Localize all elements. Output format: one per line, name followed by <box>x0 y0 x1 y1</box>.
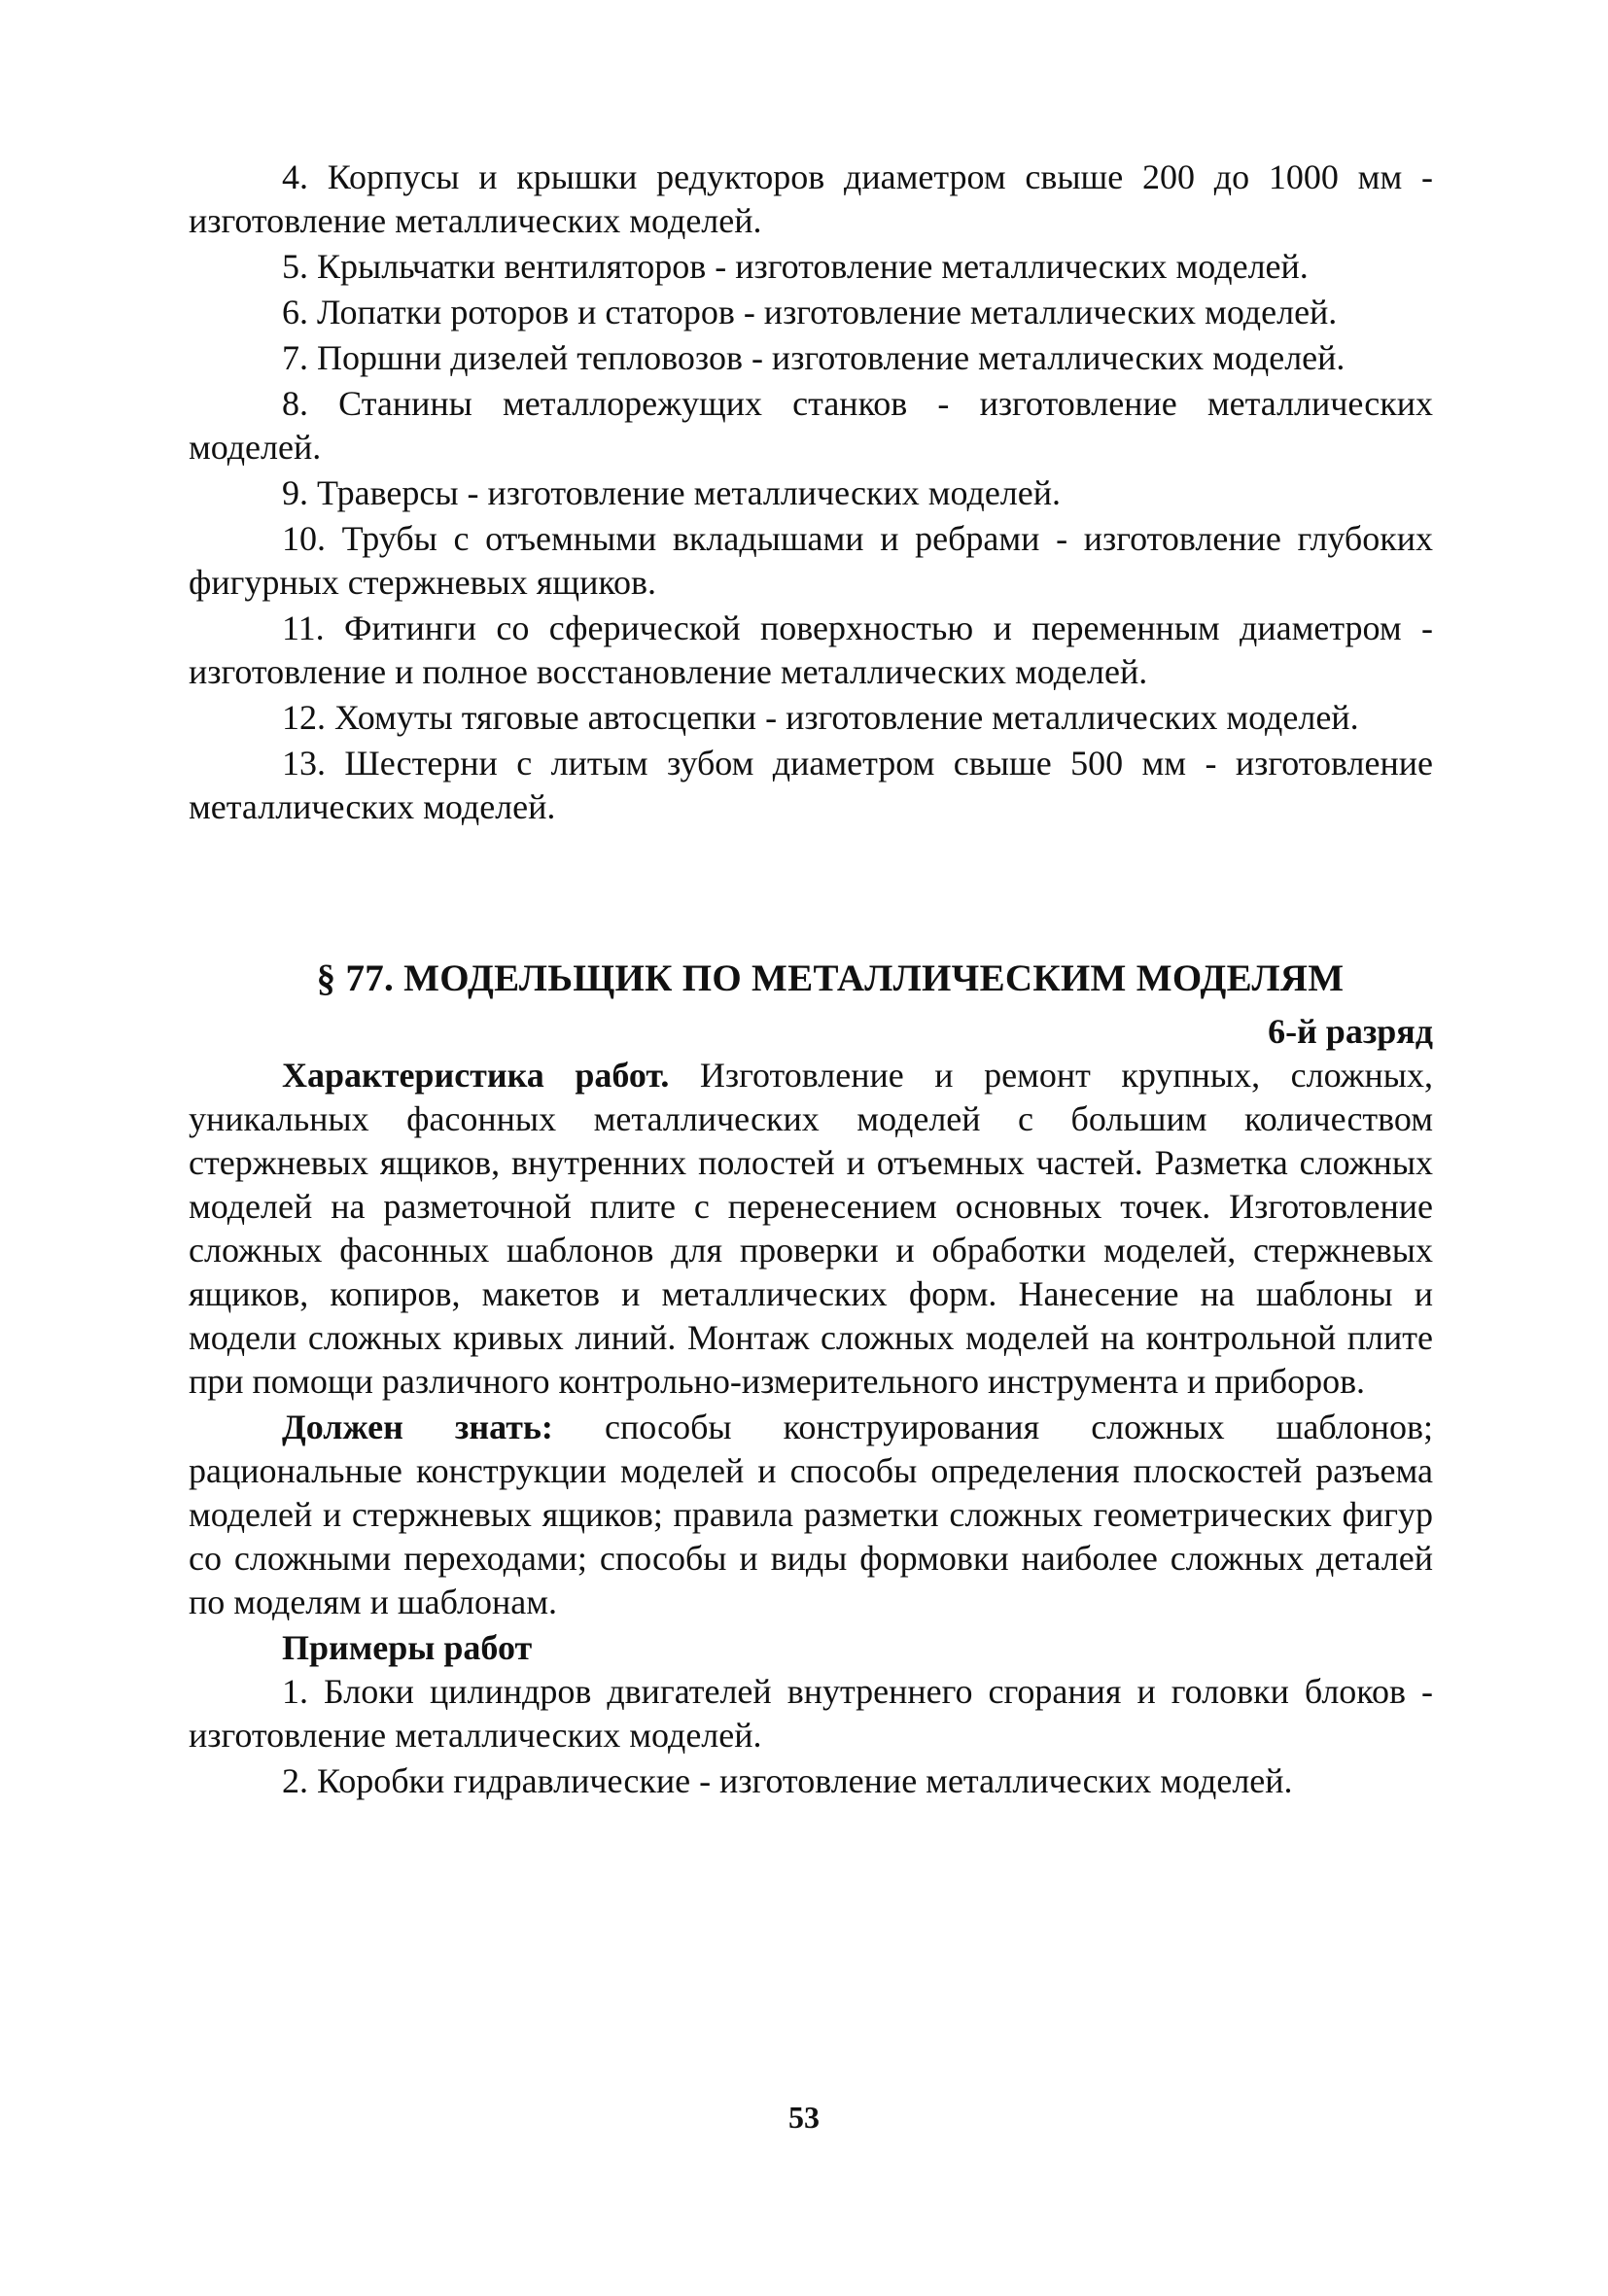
section-gap <box>189 831 1433 956</box>
grade-label: 6-й разряд <box>1268 1012 1433 1051</box>
page-body <box>189 156 1433 1805</box>
list-item-4: 4. Корпусы и крышки редукторов диаметром свыше 200 до 1000 мм - изготовление металлических моделей. <box>189 157 1433 240</box>
example-item-2: 2. Коробки гидравлические - изготовление металлических моделей. <box>282 1761 1293 1800</box>
list-item-11: 11. Фитинги со сферической поверхностью и переменным диаметром - изготовление и полное восстановление металлических моделей. <box>189 609 1433 691</box>
list-item-6: 6. Лопатки роторов и статоров - изготовление металлических моделей. <box>282 293 1338 331</box>
section-title: § 77. МОДЕЛЬЩИК ПО МЕТАЛЛИЧЕСКИМ МОДЕЛЯМ <box>316 957 1345 999</box>
list-item-7: 7. Поршни дизелей тепловозов - изготовление металлических моделей. <box>282 338 1346 377</box>
characteristics-label: Характеристика работ. <box>282 1056 670 1095</box>
list-item-8: 8. Станины металлорежущих станков - изготовление металлических моделей. <box>189 384 1433 467</box>
characteristics-paragraph <box>189 1054 1433 1404</box>
list-item-12: 12. Хомуты тяговые автосцепки - изготовление металлических моделей. <box>282 698 1359 737</box>
example-item-1: 1. Блоки цилиндров двигателей внутреннего сгорания и головки блоков - изготовление металлических моделей. <box>189 1672 1433 1755</box>
list-item-10: 10. Трубы с отъемными вкладышами и ребрами - изготовление глубоких фигурных стержневых ящиков. <box>189 519 1433 602</box>
knowledge-text: способы конструирования сложных шаблонов; рациональные конструкции моделей и способы определения плоскостей разъема моделей и стержневых ящиков; правила разметки сложных геометрических фигур со сложными переходами; способы и виды формовки наиболее сложных деталей по моделям и шаблонам. <box>189 1408 1434 1621</box>
page-number: 53 <box>788 2100 820 2135</box>
examples-heading: Примеры работ <box>282 1628 533 1667</box>
characteristics-text: Изготовление и ремонт крупных, сложных, уникальных фасонных металлических моделей с большим количеством стержневых ящиков, внутренних полостей и отъемных частей. Разметка сложных моделей на разметочной плите с перенесением основных точек. Изготовление сложных фасонных шаблонов для проверки и обработки моделей, стержневых ящиков, копиров, макетов и металлических форм. Нанесение на шаблоны и модели сложных кривых линий. Монтаж сложных моделей на контрольной плите при помощи различного контрольно-измерительного инструмента и приборов. <box>189 1056 1433 1401</box>
list-item-9: 9. Траверсы - изготовление металлических моделей. <box>282 473 1062 512</box>
knowledge-label: Должен знать: <box>282 1408 553 1446</box>
knowledge-paragraph <box>189 1406 1433 1624</box>
list-item-13: 13. Шестерни с литым зубом диаметром свыше 500 мм - изготовление металлических моделей. <box>189 744 1433 826</box>
list-item-5: 5. Крыльчатки вентиляторов - изготовление металлических моделей. <box>282 247 1309 286</box>
